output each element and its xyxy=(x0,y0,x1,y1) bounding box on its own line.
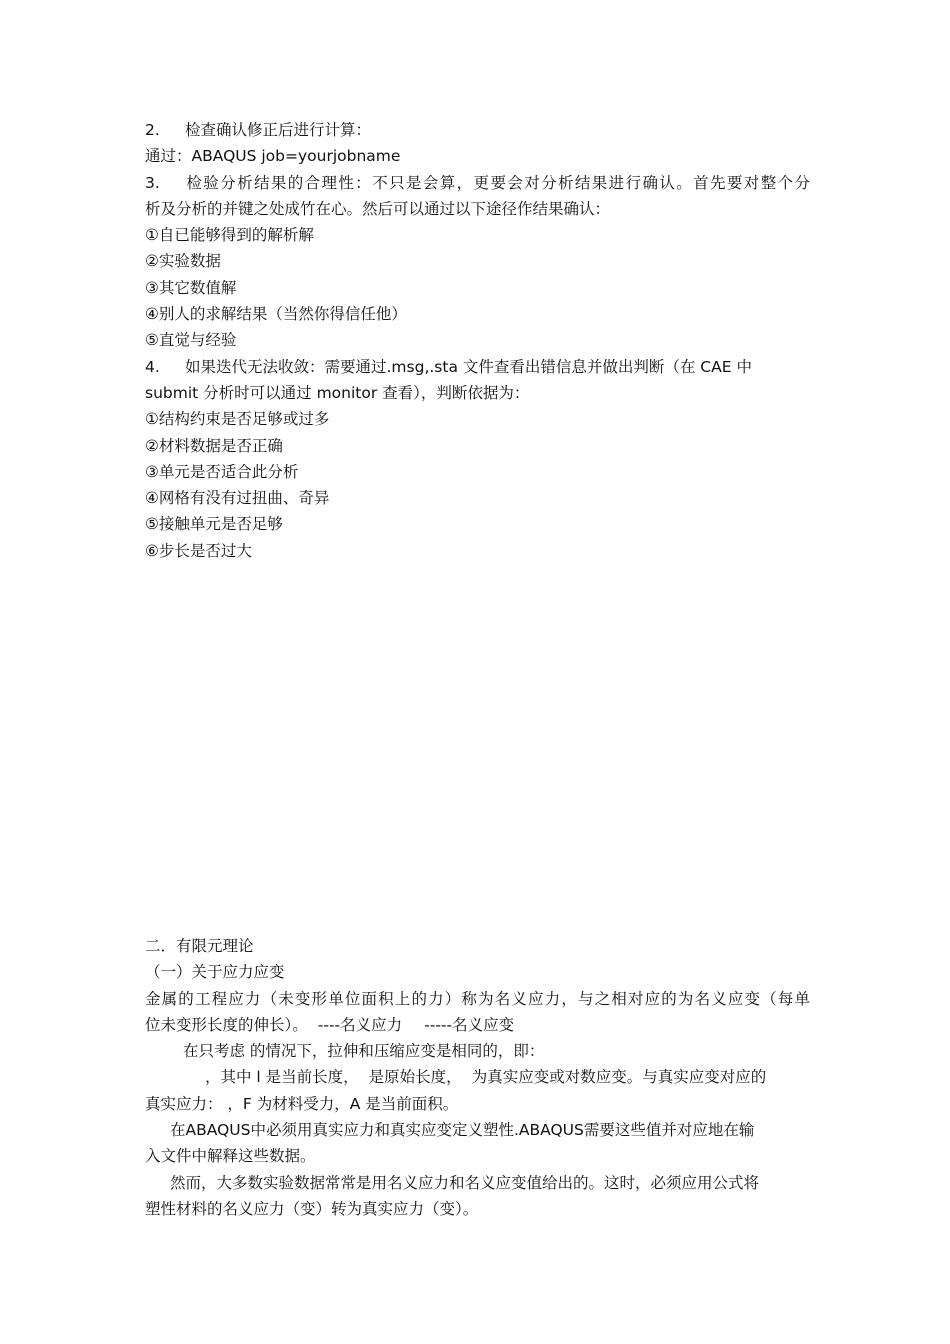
check-item: ④别人的求解结果（当然你得信任他） xyxy=(145,305,407,324)
item-4-number: 4. xyxy=(145,357,160,376)
pass-line: 通过：ABAQUS job=yourjobname xyxy=(145,147,401,166)
item-3-line-1 xyxy=(145,170,810,196)
check-item: ②实验数据 xyxy=(145,252,221,271)
paragraph-1-line-1: 金属的工程应力（未变形单位面积上的力）称为名义应力，与之相对应的为名义应变（每单 xyxy=(145,989,810,1008)
judge-item: ⑤接触单元是否足够 xyxy=(145,515,283,534)
paragraph-1-line-2 xyxy=(145,1012,810,1038)
paragraph-2-line-1: 在只考虑 的情况下，拉伸和压缩应变是相同的，即： xyxy=(183,1042,545,1061)
paragraph-4-line-1: 在ABAQUS中必须用真实应力和真实应变定义塑性.ABAQUS需要这些值并对应地在输 xyxy=(170,1121,755,1140)
item-2-number: 2. xyxy=(145,121,160,139)
subsection-title: （一）关于应力应变 xyxy=(145,963,285,982)
paragraph-3-part-c: 为真实应变或对数应变。与真实应变对应的 xyxy=(471,1068,767,1087)
item-4-text-1: 如果迭代无法收敛：需要通过.msg,.sta 文件查看出错信息并做出判断（在 CAE 中 xyxy=(185,357,752,376)
section-title: 二．有限元理论 xyxy=(145,937,254,955)
paragraph-4-line-2: 入文件中解释这些数据。 xyxy=(145,1147,316,1166)
item-3-line-2: 析及分析的并键之处成竹在心。然后可以通过以下途径作结果确认： xyxy=(145,199,611,218)
paragraph-5-line-2: 塑性材料的名义应力（变）转为真实应力（变）。 xyxy=(145,1199,479,1218)
paragraph-5-line-1: 然而，大多数实验数据常常是用名义应力和名义应变值给出的。这时，必须应用公式将 xyxy=(170,1173,760,1192)
item-3-text-1: 检验分析结果的合理性：不只是会算，更要会对分析结果进行确认。首先要对整个分 xyxy=(185,173,810,192)
check-item: ③其它数值解 xyxy=(145,278,237,297)
item-3-number: 3. xyxy=(145,173,160,192)
judge-item: ④网格有没有过扭曲、奇异 xyxy=(145,489,330,508)
judge-item: ⑥步长是否过大 xyxy=(145,541,252,560)
nominal-stress-label: ----名义应力 xyxy=(317,1015,403,1034)
item-4-line-2: submit 分析时可以通过 monitor 查看），判断依据为： xyxy=(145,383,530,402)
judge-item: ①结构约束是否足够或过多 xyxy=(145,410,330,429)
judge-item: ②材料数据是否正确 xyxy=(145,436,283,455)
item-2-line xyxy=(145,117,810,143)
item-4-line-1 xyxy=(145,354,810,380)
nominal-strain-label: -----名义应变 xyxy=(424,1015,515,1034)
paragraph-3-part-a: ，其中 l 是当前长度， xyxy=(205,1068,359,1087)
bottom-text-block xyxy=(145,933,810,1222)
judge-item: ③单元是否适合此分析 xyxy=(145,462,299,481)
paragraph-1-text: 位未变形长度的伸长）。 xyxy=(145,1015,308,1034)
paragraph-3-line-1 xyxy=(145,1064,810,1090)
top-text-block xyxy=(145,117,810,564)
paragraph-3-line-2: 真实应力： ，F 为材料受力，A 是当前面积。 xyxy=(145,1094,459,1113)
paragraph-3-part-b: 是原始长度， xyxy=(368,1068,462,1087)
check-item: ①自已能够得到的解析解 xyxy=(145,226,314,245)
item-2-text: 检查确认修正后进行计算： xyxy=(185,121,372,139)
check-item: ⑤直觉与经验 xyxy=(145,331,237,350)
